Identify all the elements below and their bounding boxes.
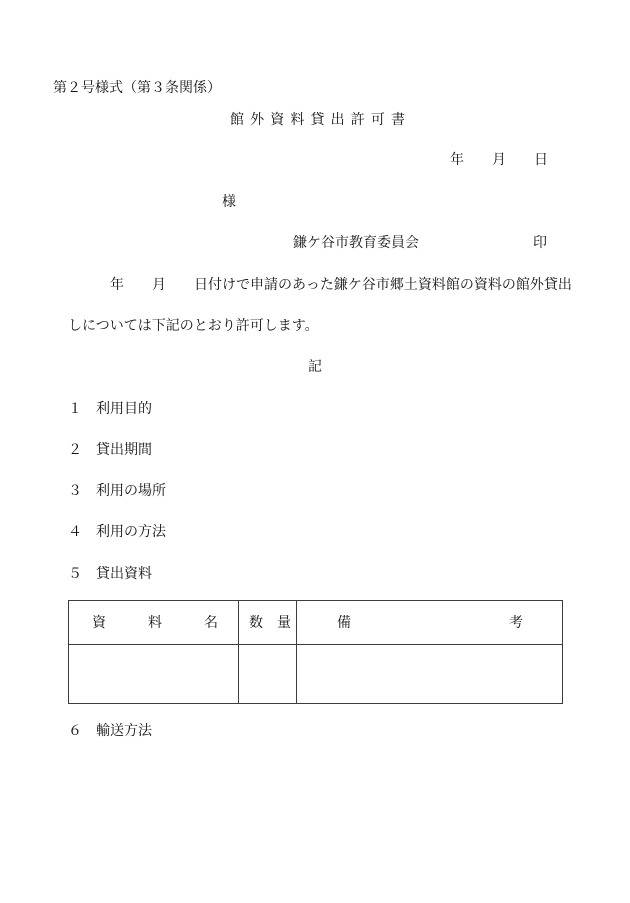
section-marker-ki: 記 [308, 359, 322, 375]
glyph: 貸 [310, 112, 325, 128]
item-number: １ [68, 401, 82, 417]
body-line: しについては下記のとおり許可します。 [68, 318, 319, 334]
table-header-cell [69, 601, 239, 645]
glyph: 外 [250, 112, 265, 128]
item-number: ６ [68, 723, 82, 739]
item-number: ４ [68, 524, 82, 540]
table-cell [297, 645, 563, 704]
glyph: 料 [148, 614, 162, 631]
glyph: 資 [270, 112, 285, 128]
list-item [68, 522, 166, 542]
loan-materials-table [68, 600, 563, 704]
table-cell [239, 645, 297, 704]
glyph: 許 [350, 112, 365, 128]
item-number: ３ [68, 483, 82, 499]
list-item [68, 440, 152, 460]
list-item [68, 564, 152, 584]
body-line: 年 月 日付けで申請のあった鎌ケ谷市郷土資料館の資料の館外貸出 [110, 277, 572, 293]
glyph: 数 [249, 614, 263, 631]
item-label: 利用の方法 [96, 524, 166, 540]
item-number: ５ [68, 566, 82, 582]
header-remarks [337, 613, 523, 633]
header-quantity [249, 613, 291, 633]
item-number: ２ [68, 442, 82, 458]
table-row [69, 645, 563, 704]
seal-mark: 印 [533, 235, 547, 251]
table-cell [69, 645, 239, 704]
glyph: 可 [370, 112, 385, 128]
table-header-row [69, 601, 563, 645]
glyph: 名 [204, 614, 218, 631]
item-label: 貸出期間 [96, 442, 152, 458]
date-line: 年 月 日 [450, 152, 548, 168]
item-label: 輸送方法 [96, 723, 152, 739]
list-item [68, 481, 166, 501]
document-title [230, 110, 405, 130]
glyph: 資 [92, 614, 106, 631]
glyph: 館 [230, 112, 244, 128]
table-header-cell [239, 601, 297, 645]
item-label: 利用目的 [96, 401, 152, 417]
glyph: 備 [337, 614, 351, 631]
addressee-suffix: 様 [222, 194, 236, 210]
item-label: 貸出資料 [96, 566, 152, 582]
list-item [68, 399, 152, 419]
table-header-cell [297, 601, 563, 645]
glyph: 料 [290, 112, 305, 128]
form-number: 第２号様式（第３条関係） [53, 80, 221, 96]
header-material-name [92, 613, 218, 633]
glyph: 書 [391, 112, 405, 128]
item-label: 利用の場所 [96, 483, 166, 499]
glyph: 量 [277, 614, 291, 631]
glyph: 考 [509, 614, 523, 631]
list-item [68, 721, 152, 741]
issuer-name: 鎌ケ谷市教育委員会 [293, 235, 419, 251]
glyph: 出 [330, 112, 345, 128]
